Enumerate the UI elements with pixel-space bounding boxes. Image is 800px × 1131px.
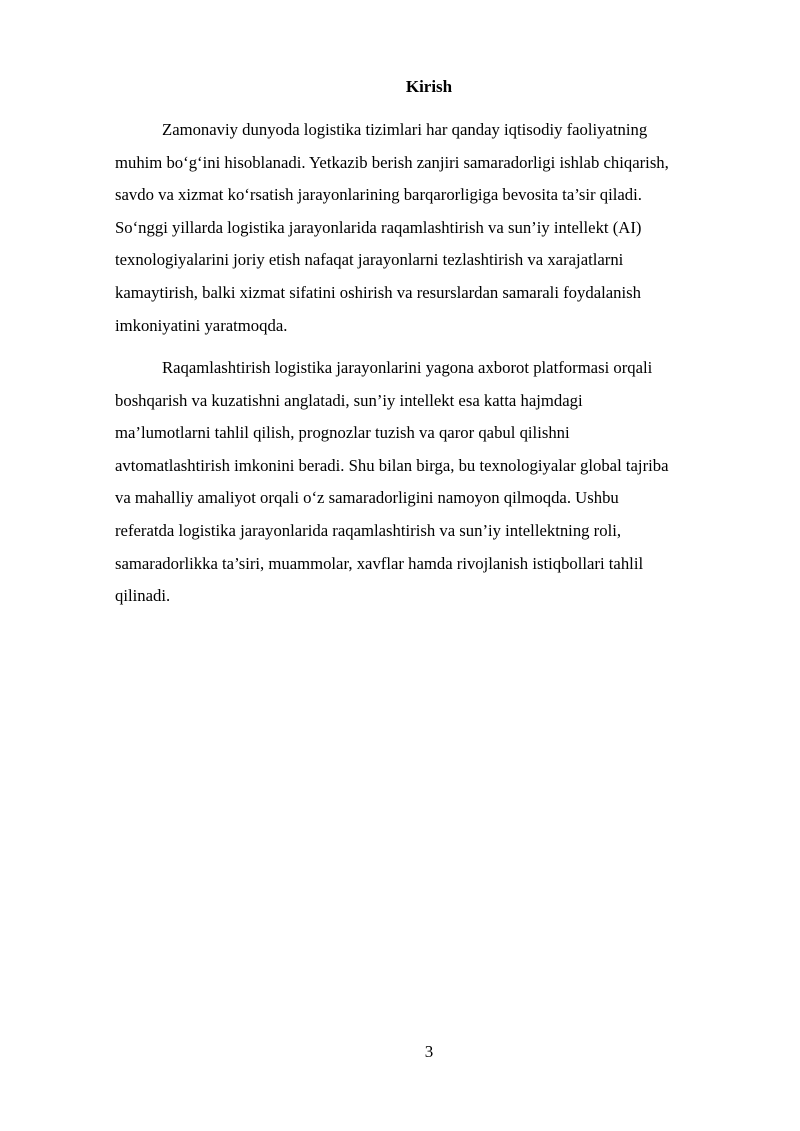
- paragraph-line: Zamonaviy dunyoda logistika tizimlari har qanday iqtisodiy faoliyatning: [162, 120, 648, 139]
- paragraph-line: imkoniyatini yaratmoqda.: [115, 315, 288, 335]
- paragraph-line: savdo va xizmat ko‘rsatish jarayonlarining barqarorligiga bevosita ta’sir qiladi.: [115, 185, 642, 205]
- paragraph-line: So‘nggi yillarda logistika jarayonlarida raqamlashtirish va sun’iy intellekt (AI): [115, 217, 642, 237]
- paragraph-line: samaradorlikka ta’siri, muammolar, xavflar hamda rivojlanish istiqbollari tahlil: [115, 553, 644, 573]
- paragraph-line: Raqamlashtirish logistika jarayonlarini yagona axborot platformasi orqali: [162, 358, 653, 377]
- paragraph-line: ma’lumotlarni tahlil qilish, prognozlar tuzish va qaror qabul qilishni: [115, 423, 570, 443]
- page-number: 3: [424, 1042, 434, 1061]
- paragraph-line: va mahalliy amaliyot orqali o‘z samaradorligini namoyon qilmoqda. Ushbu: [115, 488, 619, 508]
- paragraph-line: referatda logistika jarayonlarida raqamlashtirish va sun’iy intellektning roli,: [115, 520, 622, 540]
- paragraph-1: [115, 114, 745, 342]
- paragraph-line: kamaytirish, balki xizmat sifatini oshirish va resurslardan samarali foydalanish: [115, 282, 641, 302]
- paragraph-line: qilinadi.: [115, 586, 171, 606]
- paragraph-line: avtomatlashtirish imkonini beradi. Shu bilan birga, bu texnologiyalar global tajriba: [115, 455, 669, 475]
- paragraph-line: boshqarish va kuzatishni anglatadi, sun’iy intellekt esa katta hajmdagi: [115, 390, 583, 410]
- paragraph-line: muhim bo‘g‘ini hisoblanadi. Yetkazib berish zanjiri samaradorligi ishlab chiqarish,: [115, 152, 669, 172]
- paragraph-line: texnologiyalarini joriy etish nafaqat jarayonlarni tezlashtirish va xarajatlarni: [115, 250, 624, 270]
- page-title: Kirish: [405, 77, 453, 96]
- paragraph-2: [115, 352, 745, 613]
